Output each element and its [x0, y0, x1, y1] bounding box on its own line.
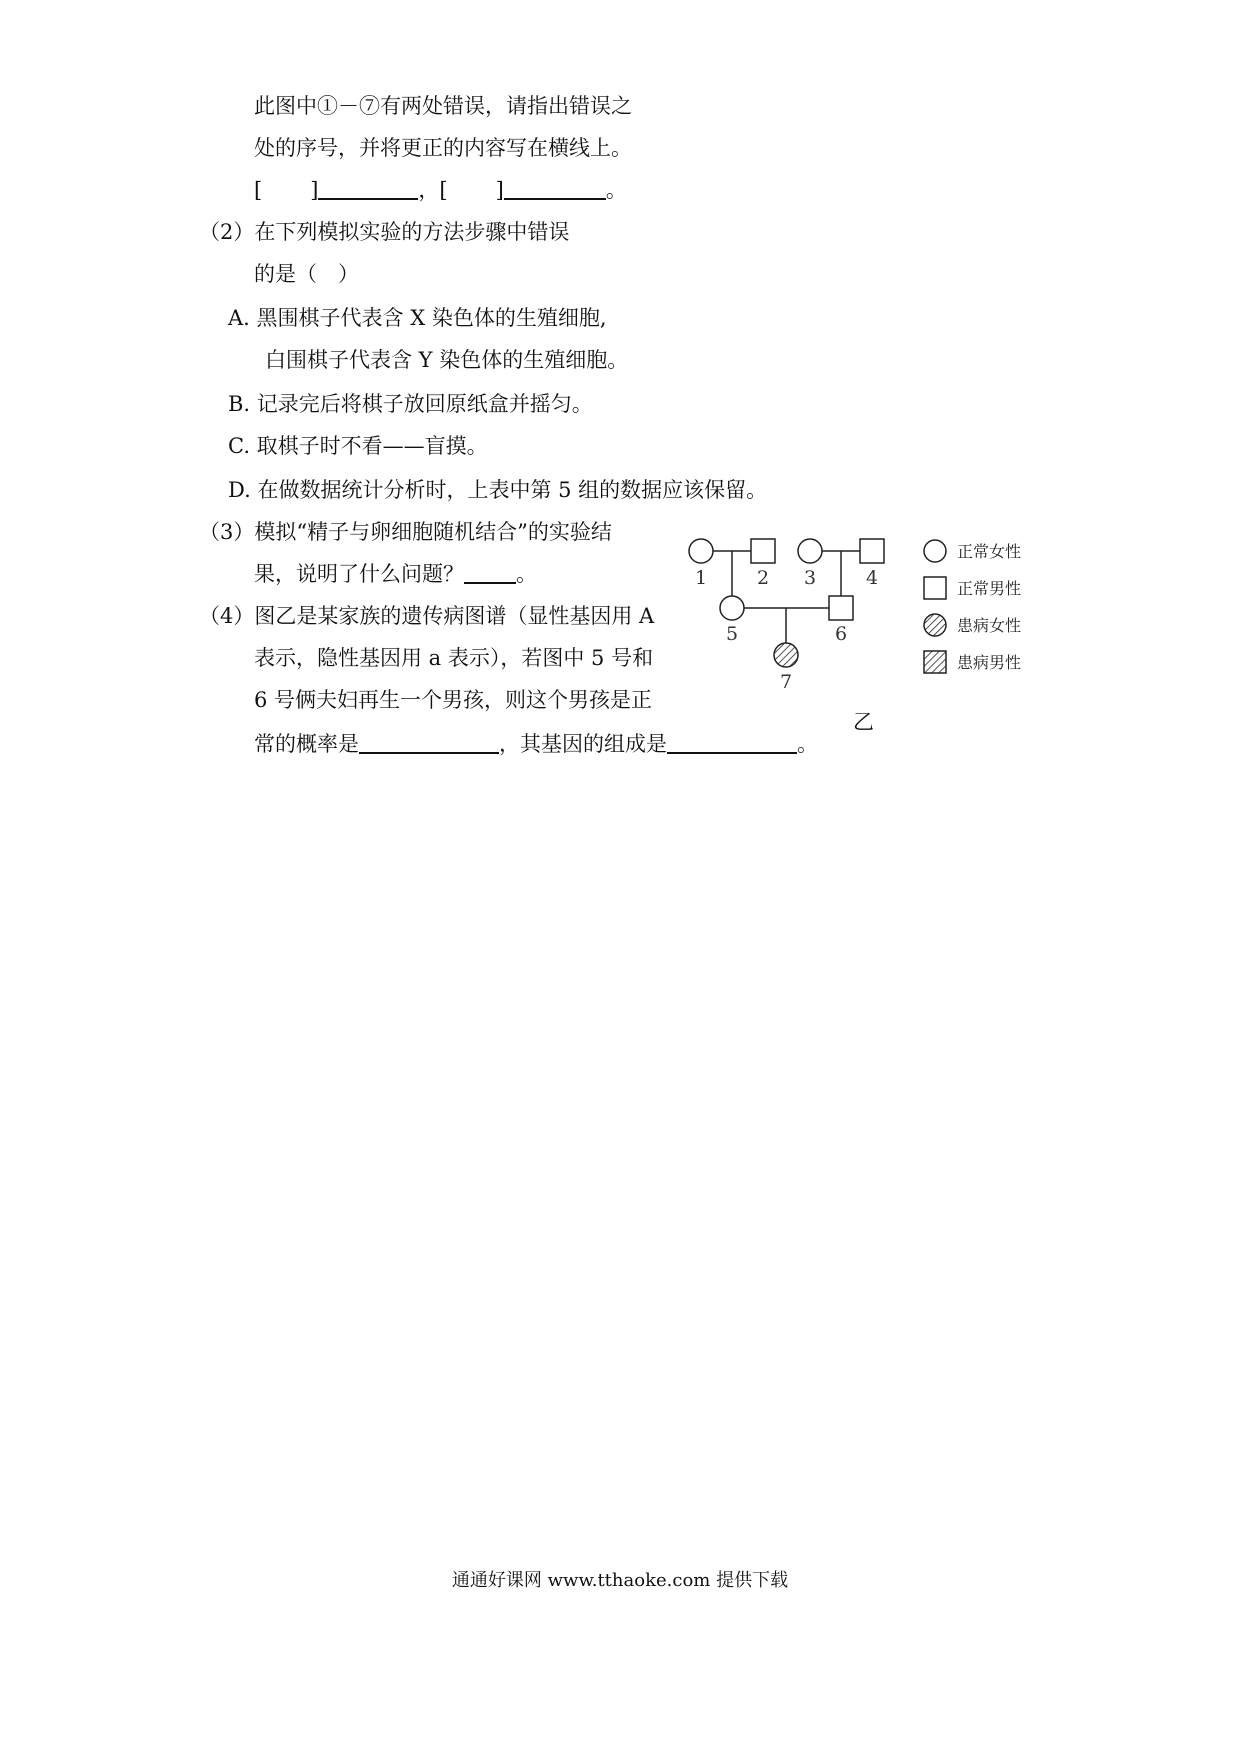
- q4-line1: （4）图乙是某家族的遗传病图谱（显性基因用 A: [199, 604, 655, 628]
- bracket-close: ]: [310, 178, 319, 202]
- q1-answer-line: [254, 176, 627, 204]
- q4-prompt-genotype: ，其基因的组成是: [499, 732, 667, 756]
- answer-blank-2[interactable]: [504, 178, 606, 200]
- bracket-close-2: ]: [495, 178, 504, 202]
- q2-line2: 的是（ ）: [254, 262, 359, 286]
- q3-line1: （3）模拟“精子与卵细胞随机结合”的实验结: [199, 520, 612, 544]
- q3-answer-blank[interactable]: [464, 562, 516, 584]
- legend-affected-male-label: 患病男性: [957, 653, 1022, 672]
- q3-prompt: 果，说明了什么问题？: [254, 562, 464, 586]
- label-2: 2: [756, 567, 770, 589]
- figure-caption: 乙: [853, 710, 874, 734]
- individual-5-normal-female: [720, 596, 744, 620]
- q4-line2: 表示，隐性基因用 a 表示），若图中 5 号和: [254, 646, 654, 670]
- period: 。: [605, 178, 627, 202]
- individual-7-affected-female: [774, 643, 798, 667]
- label-5: 5: [725, 623, 739, 645]
- q2-option-c: C. 取棋子时不看——盲摸。: [228, 434, 488, 458]
- q4-period: 。: [797, 732, 818, 756]
- individual-2-normal-male: [751, 539, 775, 563]
- legend-normal-male-label: 正常男性: [957, 579, 1022, 598]
- q1-line2: 处的序号，并将更正的内容写在横线上。: [254, 136, 632, 160]
- label-3: 3: [803, 567, 817, 589]
- answer-blank-1[interactable]: [318, 178, 418, 200]
- legend-affected-female-symbol: [924, 614, 946, 636]
- label-1: 1: [694, 567, 708, 589]
- label-4: 4: [865, 567, 879, 589]
- label-7: 7: [779, 671, 793, 693]
- legend-normal-female-symbol: [924, 540, 946, 562]
- q4-probability-blank[interactable]: [359, 732, 499, 754]
- q3-period: 。: [516, 562, 537, 586]
- comma: ，: [418, 178, 440, 202]
- legend-affected-female-label: 患病女性: [957, 616, 1022, 635]
- bracket-open-2: [: [439, 178, 448, 202]
- q3-line2: [254, 560, 537, 588]
- legend-normal-female-label: 正常女性: [957, 542, 1022, 561]
- q1-line1: 此图中①－⑦有两处错误，请指出错误之: [254, 94, 632, 118]
- legend-normal-male-symbol: [924, 577, 946, 599]
- individual-3-normal-female: [798, 539, 822, 563]
- label-6: 6: [834, 623, 848, 645]
- q2-line1: （2）在下列模拟实验的方法步骤中错误: [199, 220, 570, 244]
- individual-1-normal-female: [689, 539, 713, 563]
- q4-line3: 6 号俩夫妇再生一个男孩，则这个男孩是正: [254, 688, 653, 712]
- q2-option-a-line2: 白围棋子代表含 Y 染色体的生殖细胞。: [265, 348, 629, 372]
- q2-option-b: B. 记录完后将棋子放回原纸盒并摇匀。: [228, 392, 593, 416]
- q2-option-d: D. 在做数据统计分析时，上表中第 5 组的数据应该保留。: [228, 478, 768, 502]
- individual-4-normal-male: [860, 539, 884, 563]
- q4-prompt-probability: 常的概率是: [254, 732, 359, 756]
- bracket-open: [: [254, 178, 263, 202]
- q2-option-a-line1: A. 黑围棋子代表含 X 染色体的生殖细胞,: [228, 306, 607, 330]
- legend-affected-male-symbol: [924, 651, 946, 673]
- individual-6-normal-male: [829, 596, 853, 620]
- page-footer: 通通好课网 www.tthaoke.com 提供下载: [451, 1570, 789, 1591]
